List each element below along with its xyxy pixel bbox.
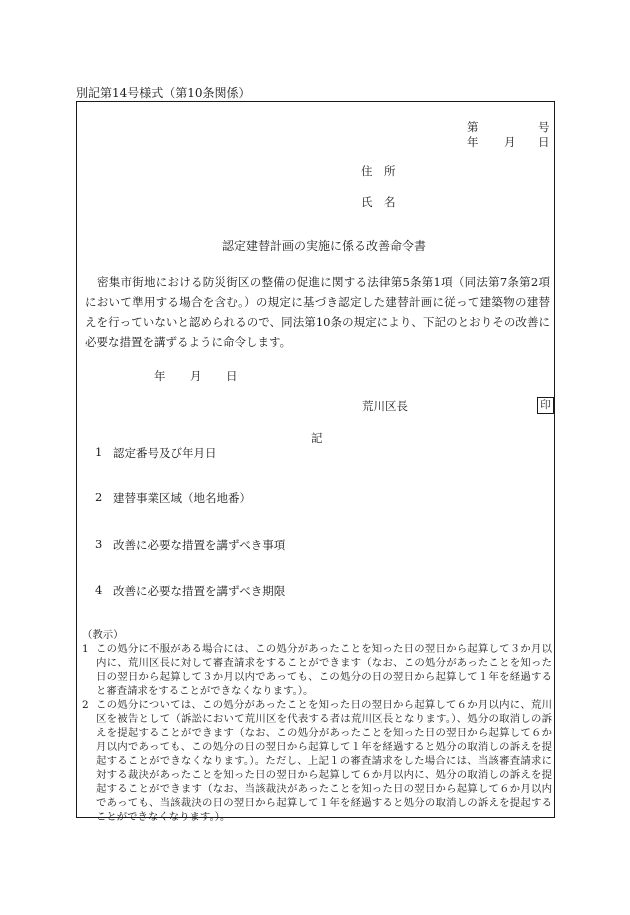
issue-year: 年 — [154, 369, 166, 383]
seal-box: 印 — [537, 397, 554, 414]
instruction-notes — [82, 628, 552, 824]
issue-day: 日 — [226, 369, 238, 383]
note-text: この処分に不服がある場合には、この処分があったことを知った日の翌日から起算して３か月以内に、荒川区長に対して審査請求をすることができます（なお、この処分があったことを知った日の翌日から起算して３か月以内であっても、この処分の日の翌日から起算して１年を経過すると審査請求をすることができなくなります。）。 — [96, 643, 552, 697]
item-number: 3 — [95, 537, 103, 551]
issuer-title: 荒川区長 — [362, 399, 408, 413]
item-label: 改善に必要な措置を講ずべき期限 — [113, 584, 286, 598]
note-item — [82, 642, 552, 698]
document-title: 認定建替計画の実施に係る改善命令書 — [222, 239, 427, 253]
number-suffix: 号 — [538, 120, 550, 134]
number-prefix: 第 — [467, 120, 479, 134]
form-label: 別記第14号様式（第10条関係） — [76, 86, 251, 100]
date-month: 月 — [504, 135, 516, 149]
name-label: 氏 名 — [361, 195, 396, 209]
date-day: 日 — [538, 135, 550, 149]
item-label: 認定番号及び年月日 — [113, 446, 217, 460]
item-number: 4 — [95, 583, 103, 597]
date-year: 年 — [467, 135, 479, 149]
address-label: 住 所 — [361, 164, 396, 178]
note-number: 2 — [82, 699, 89, 711]
item-number: 2 — [95, 490, 103, 504]
body-paragraph: 密集市街地における防災街区の整備の促進に関する法律第5条第1項（同法第7条第2項において準用する場合を含む。）の規定に基づき認定した建替計画に従って建築物の建替えを行っていないと認められるので、同法第10条の規定により、下記のとおりその改善に必要な措置を講ずるように命令します。 — [85, 275, 550, 349]
item-label: 改善に必要な措置を講ずべき事項 — [113, 538, 286, 552]
note-item — [82, 698, 552, 824]
note-text: この処分については、この処分があったことを知った日の翌日から起算して６か月以内に、荒川区を被告として（訴訟において荒川区を代表する者は荒川区長となります。）、処分の取消しの訴えを提起することができます（なお、この処分があったことを知った日の翌日から起算して６か月以内であっても、この処分の日の翌日から起算して１年を経過すると処分の取消しの訴えを提起することができなくなります。）。ただし、上記１の審査請求をした場合には、当該審査請求に対する裁決があったことを知った日の翌日から起算して６か月以内に、処分の取消しの訴えを提起することができます（なお、当該裁決があったことを知った日の翌日から起算して６か月以内であっても、当該裁決の日の翌日から起算して１年を経過すると処分の取消しの訴えを提起することができなくなります。）。 — [96, 699, 552, 823]
item-number: 1 — [95, 445, 103, 459]
note-number: 1 — [82, 643, 89, 655]
record-heading: 記 — [311, 431, 323, 445]
issue-month: 月 — [190, 369, 202, 383]
item-label: 建替事業区域（地名地番） — [113, 491, 251, 505]
instruction-heading: （教示） — [82, 629, 124, 641]
